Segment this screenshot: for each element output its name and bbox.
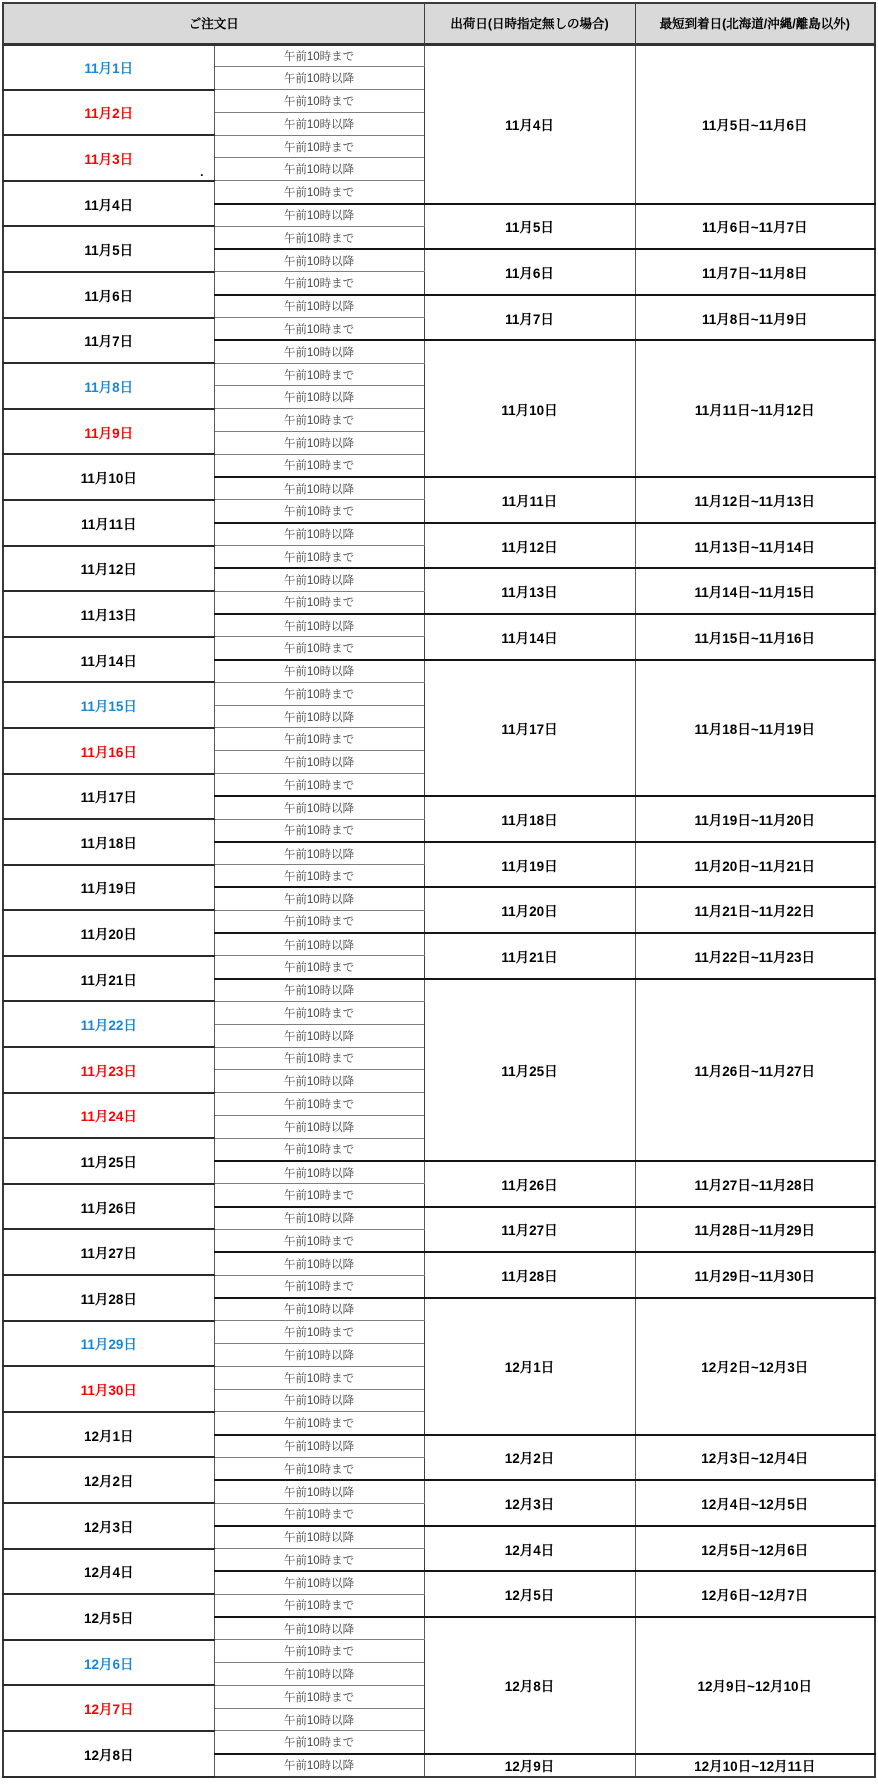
ship-date-cell: 12月5日 xyxy=(424,1571,635,1617)
order-date-cell: 12月8日 xyxy=(3,1731,214,1777)
order-time-cell: 午前10時以降 xyxy=(214,979,424,1002)
order-time-cell: 午前10時まで xyxy=(214,1184,424,1207)
order-date-cell: 11月26日 xyxy=(3,1184,214,1230)
order-time-cell: 午前10時まで xyxy=(214,1366,424,1389)
arrival-date-cell: 11月14日~11月15日 xyxy=(635,568,875,614)
arrival-date-cell: 12月3日~12月4日 xyxy=(635,1435,875,1481)
arrival-date-cell: 11月27日~11月28日 xyxy=(635,1161,875,1207)
order-date-cell: 11月2日 xyxy=(3,90,214,136)
order-time-cell: 午前10時まで xyxy=(214,1685,424,1708)
order-time-cell: 午前10時以降 xyxy=(214,386,424,409)
order-time-cell: 午前10時まで xyxy=(214,1412,424,1435)
order-date-cell: 12月2日 xyxy=(3,1457,214,1503)
ship-date-cell: 11月17日 xyxy=(424,660,635,797)
arrival-date-cell: 12月4日~12月5日 xyxy=(635,1480,875,1526)
order-time-cell: 午前10時まで xyxy=(214,637,424,660)
order-date-cell: 11月7日 xyxy=(3,318,214,364)
ship-date-cell: 11月28日 xyxy=(424,1252,635,1298)
order-date-cell: 11月1日 xyxy=(3,44,214,90)
order-date-cell: 12月5日 xyxy=(3,1594,214,1640)
order-time-cell: 午前10時以降 xyxy=(214,1389,424,1412)
order-date-cell: 11月8日 xyxy=(3,363,214,409)
ship-date-cell: 11月7日 xyxy=(424,295,635,341)
ship-date-cell: 11月21日 xyxy=(424,933,635,979)
order-time-cell: 午前10時まで xyxy=(214,728,424,751)
order-date-cell: 11月9日 xyxy=(3,409,214,455)
order-time-cell: 午前10時まで xyxy=(214,500,424,523)
order-date-cell: 11月10日 xyxy=(3,454,214,500)
arrival-date-cell: 12月2日~12月3日 xyxy=(635,1298,875,1435)
order-date-cell: 11月21日 xyxy=(3,956,214,1002)
order-date-cell: 11月16日 xyxy=(3,728,214,774)
ship-date-cell: 11月6日 xyxy=(424,249,635,295)
order-time-cell: 午前10時以降 xyxy=(214,477,424,500)
ship-date-cell: 12月2日 xyxy=(424,1435,635,1481)
order-date-cell: 11月18日 xyxy=(3,819,214,865)
arrival-date-cell: 11月7日~11月8日 xyxy=(635,249,875,295)
ship-date-cell: 11月27日 xyxy=(424,1207,635,1253)
order-time-cell: 午前10時以降 xyxy=(214,1435,424,1458)
arrival-date-cell: 12月6日~12月7日 xyxy=(635,1571,875,1617)
ship-date-cell: 11月25日 xyxy=(424,979,635,1161)
order-time-cell: 午前10時まで xyxy=(214,135,424,158)
order-time-cell: 午前10時まで xyxy=(214,1457,424,1480)
ship-date-cell: 11月4日 xyxy=(424,44,635,204)
ship-date-cell: 11月18日 xyxy=(424,796,635,842)
order-time-cell: 午前10時以降 xyxy=(214,1161,424,1184)
order-time-cell: 午前10時まで xyxy=(214,409,424,432)
ship-date-cell: 11月14日 xyxy=(424,614,635,660)
order-time-cell: 午前10時まで xyxy=(214,1321,424,1344)
arrival-date-cell: 11月12日~11月13日 xyxy=(635,477,875,523)
order-time-cell: 午前10時まで xyxy=(214,774,424,797)
ship-date-cell: 12月1日 xyxy=(424,1298,635,1435)
order-time-cell: 午前10時まで xyxy=(214,591,424,614)
order-time-cell: 午前10時まで xyxy=(214,318,424,341)
order-time-cell: 午前10時以降 xyxy=(214,67,424,90)
order-time-cell: 午前10時まで xyxy=(214,363,424,386)
order-date-cell: 12月3日 xyxy=(3,1503,214,1549)
order-time-cell: 午前10時まで xyxy=(214,865,424,888)
ship-date-cell: 11月19日 xyxy=(424,842,635,888)
order-time-cell: 午前10時以降 xyxy=(214,1754,424,1777)
order-date-cell: 12月1日 xyxy=(3,1412,214,1458)
header-order-date: ご注文日 xyxy=(3,3,424,44)
order-time-cell: 午前10時以降 xyxy=(214,1526,424,1549)
order-time-cell: 午前10時以降 xyxy=(214,158,424,181)
order-time-cell: 午前10時まで xyxy=(214,1503,424,1526)
order-time-cell: 午前10時まで xyxy=(214,181,424,204)
order-time-cell: 午前10時以降 xyxy=(214,1343,424,1366)
order-time-cell: 午前10時以降 xyxy=(214,1252,424,1275)
arrival-date-cell: 11月22日~11月23日 xyxy=(635,933,875,979)
order-time-cell: 午前10時以降 xyxy=(214,751,424,774)
ship-date-cell: 11月13日 xyxy=(424,568,635,614)
order-time-cell: 午前10時以降 xyxy=(214,1571,424,1594)
order-time-cell: 午前10時まで xyxy=(214,272,424,295)
ship-date-cell: 11月26日 xyxy=(424,1161,635,1207)
order-date-cell: 11月13日 xyxy=(3,591,214,637)
order-time-cell: 午前10時まで xyxy=(214,1594,424,1617)
order-time-cell: 午前10時以降 xyxy=(214,614,424,637)
arrival-date-cell: 11月26日~11月27日 xyxy=(635,979,875,1161)
arrival-date-cell: 11月11日~11月12日 xyxy=(635,340,875,477)
order-time-cell: 午前10時以降 xyxy=(214,1480,424,1503)
order-time-cell: 午前10時まで xyxy=(214,546,424,569)
arrival-date-cell: 12月9日~12月10日 xyxy=(635,1617,875,1754)
order-time-cell: 午前10時以降 xyxy=(214,1115,424,1138)
order-date-cell: 11月23日 xyxy=(3,1047,214,1093)
order-date-cell: 12月7日 xyxy=(3,1685,214,1731)
order-date-cell: 11月22日 xyxy=(3,1001,214,1047)
arrival-date-cell: 11月8日~11月9日 xyxy=(635,295,875,341)
stray-dot: . xyxy=(200,164,204,179)
arrival-date-cell: 11月13日~11月14日 xyxy=(635,523,875,569)
order-date-cell: 11月30日 xyxy=(3,1366,214,1412)
order-date-cell: 11月11日 xyxy=(3,500,214,546)
order-time-cell: 午前10時以降 xyxy=(214,523,424,546)
arrival-date-cell: 12月10日~12月11日 xyxy=(635,1754,875,1777)
order-time-cell: 午前10時まで xyxy=(214,90,424,113)
order-date-cell: 11月5日 xyxy=(3,226,214,272)
order-time-cell: 午前10時まで xyxy=(214,1047,424,1070)
arrival-date-cell: 11月29日~11月30日 xyxy=(635,1252,875,1298)
ship-date-cell: 12月4日 xyxy=(424,1526,635,1572)
order-time-cell: 午前10時まで xyxy=(214,910,424,933)
ship-date-cell: 11月11日 xyxy=(424,477,635,523)
order-time-cell: 午前10時まで xyxy=(214,1138,424,1161)
order-date-cell: 11月6日 xyxy=(3,272,214,318)
order-date-cell: 11月17日 xyxy=(3,774,214,820)
order-date-cell: 12月4日 xyxy=(3,1549,214,1595)
arrival-date-cell: 11月21日~11月22日 xyxy=(635,887,875,933)
order-date-cell: 11月28日 xyxy=(3,1275,214,1321)
order-time-cell: 午前10時まで xyxy=(214,682,424,705)
order-time-cell: 午前10時以降 xyxy=(214,796,424,819)
header-arrival-date: 最短到着日(北海道/沖縄/離島以外) xyxy=(635,3,875,44)
arrival-date-cell: 11月20日~11月21日 xyxy=(635,842,875,888)
header-ship-date: 出荷日(日時指定無しの場合) xyxy=(424,3,635,44)
ship-date-cell: 12月8日 xyxy=(424,1617,635,1754)
order-date-cell: 11月14日 xyxy=(3,637,214,683)
order-time-cell: 午前10時以降 xyxy=(214,1663,424,1686)
arrival-date-cell: 11月28日~11月29日 xyxy=(635,1207,875,1253)
arrival-date-cell: 12月5日~12月6日 xyxy=(635,1526,875,1572)
order-date-cell: 11月4日 xyxy=(3,181,214,227)
order-time-cell: 午前10時以降 xyxy=(214,1298,424,1321)
order-time-cell: 午前10時以降 xyxy=(214,1617,424,1640)
ship-date-cell: 12月9日 xyxy=(424,1754,635,1777)
order-date-cell: 11月27日 xyxy=(3,1229,214,1275)
arrival-date-cell: 11月15日~11月16日 xyxy=(635,614,875,660)
ship-date-cell: 11月5日 xyxy=(424,204,635,250)
order-date-cell: 11月3日 . xyxy=(3,135,214,181)
shipping-schedule-table xyxy=(2,2,876,1778)
ship-date-cell: 12月3日 xyxy=(424,1480,635,1526)
order-time-cell: 午前10時以降 xyxy=(214,660,424,683)
order-time-cell: 午前10時以降 xyxy=(214,204,424,227)
order-date-cell: 11月12日 xyxy=(3,546,214,592)
order-time-cell: 午前10時以降 xyxy=(214,1070,424,1093)
order-date-cell: 11月19日 xyxy=(3,865,214,911)
order-time-cell: 午前10時まで xyxy=(214,1275,424,1298)
order-time-cell: 午前10時以降 xyxy=(214,705,424,728)
arrival-date-cell: 11月18日~11月19日 xyxy=(635,660,875,797)
order-time-cell: 午前10時以降 xyxy=(214,568,424,591)
arrival-date-cell: 11月5日~11月6日 xyxy=(635,44,875,204)
order-time-cell: 午前10時以降 xyxy=(214,340,424,363)
arrival-date-cell: 11月19日~11月20日 xyxy=(635,796,875,842)
order-time-cell: 午前10時以降 xyxy=(214,249,424,272)
order-time-cell: 午前10時以降 xyxy=(214,112,424,135)
order-time-cell: 午前10時以降 xyxy=(214,887,424,910)
order-time-cell: 午前10時まで xyxy=(214,44,424,67)
ship-date-cell: 11月10日 xyxy=(424,340,635,477)
order-time-cell: 午前10時まで xyxy=(214,454,424,477)
order-time-cell: 午前10時以降 xyxy=(214,1207,424,1230)
order-time-cell: 午前10時以降 xyxy=(214,933,424,956)
order-time-cell: 午前10時以降 xyxy=(214,842,424,865)
order-time-cell: 午前10時まで xyxy=(214,1093,424,1116)
order-date-cell: 12月6日 xyxy=(3,1640,214,1686)
ship-date-cell: 11月20日 xyxy=(424,887,635,933)
header-row xyxy=(3,3,875,44)
order-date-cell: 11月15日 xyxy=(3,682,214,728)
order-time-cell: 午前10時以降 xyxy=(214,1708,424,1731)
ship-date-cell: 11月12日 xyxy=(424,523,635,569)
order-time-cell: 午前10時まで xyxy=(214,1640,424,1663)
order-date-cell: 11月24日 xyxy=(3,1093,214,1139)
order-date-cell: 11月25日 xyxy=(3,1138,214,1184)
order-time-cell: 午前10時まで xyxy=(214,1731,424,1754)
order-date-cell: 11月29日 xyxy=(3,1321,214,1367)
table-row xyxy=(3,44,875,67)
order-time-cell: 午前10時まで xyxy=(214,1549,424,1572)
order-time-cell: 午前10時以降 xyxy=(214,432,424,455)
order-date-cell: 11月20日 xyxy=(3,910,214,956)
order-time-cell: 午前10時まで xyxy=(214,226,424,249)
arrival-date-cell: 11月6日~11月7日 xyxy=(635,204,875,250)
order-time-cell: 午前10時まで xyxy=(214,819,424,842)
order-time-cell: 午前10時まで xyxy=(214,1001,424,1024)
order-time-cell: 午前10時まで xyxy=(214,956,424,979)
order-time-cell: 午前10時まで xyxy=(214,1229,424,1252)
order-time-cell: 午前10時以降 xyxy=(214,1024,424,1047)
order-time-cell: 午前10時以降 xyxy=(214,295,424,318)
